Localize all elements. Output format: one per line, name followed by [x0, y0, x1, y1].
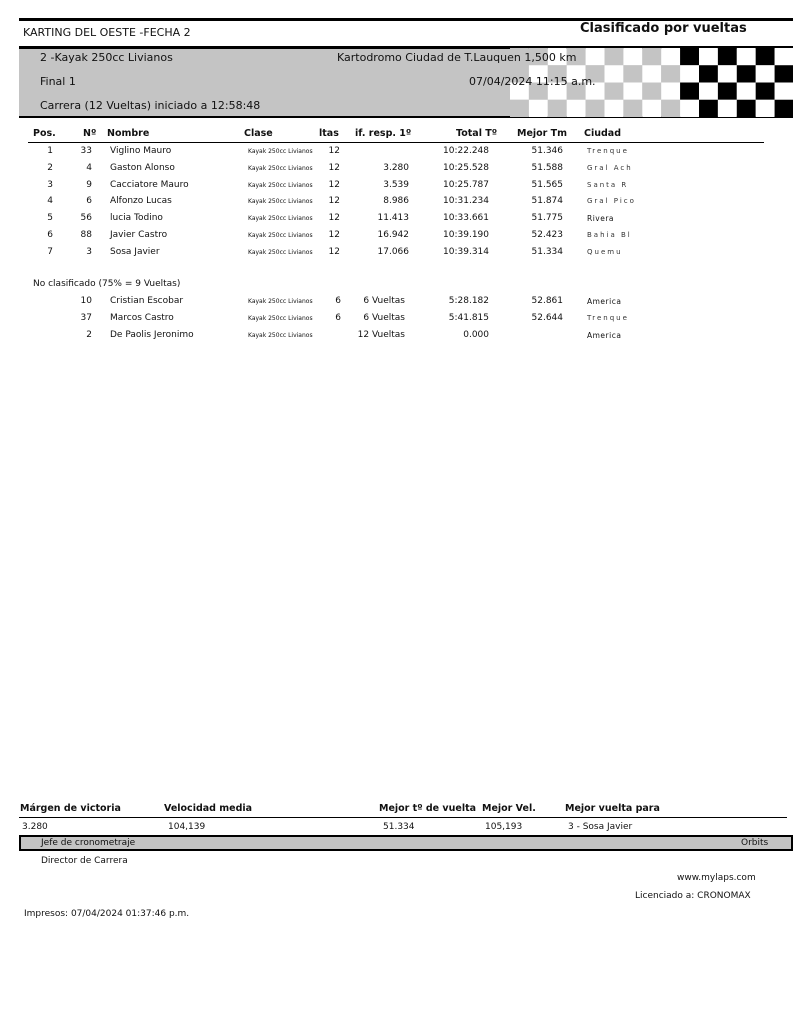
col-laps: ltas — [319, 128, 339, 139]
col-name: Nombre — [107, 128, 150, 139]
row-total: 5:28.182 — [448, 296, 489, 306]
row-laps: 12 — [328, 213, 340, 224]
row-diff: 3.539 — [383, 179, 409, 190]
row-total: 10:39.314 — [443, 246, 489, 257]
row-city: Bahia Bl — [587, 231, 632, 239]
row-city: Gral Pico — [587, 197, 636, 206]
row-num: 4 — [86, 162, 92, 173]
speed-value: 104,139 — [168, 822, 206, 832]
session-datetime: 07/04/2024 11:15 a.m. — [469, 75, 596, 88]
event-title: KARTING DEL OESTE -FECHA 2 — [23, 26, 191, 39]
row-pos: 7 — [47, 246, 53, 257]
col-city: Ciudad — [584, 128, 622, 139]
row-diff: 17.066 — [377, 246, 409, 257]
row-name: Cristian Escobar — [110, 296, 184, 306]
row-total: 0.000 — [463, 329, 489, 340]
row-best: 51.346 — [531, 146, 563, 156]
row-pos: 5 — [47, 213, 53, 224]
row-diff: 12 Vueltas — [357, 329, 405, 340]
row-name: Sosa Javier — [110, 246, 160, 257]
row-name: Gaston Alonso — [110, 162, 175, 173]
row-class: Kayak 250cc Livianos — [248, 232, 313, 239]
category-label: 2 -Kayak 250cc Livianos — [40, 51, 173, 64]
best-lap-for-value: 3 - Sosa Javier — [568, 822, 633, 832]
row-class: Kayak 250cc Livianos — [248, 215, 313, 223]
race-info-label: Carrera (12 Vueltas) iniciado a 12:58:48 — [40, 99, 261, 112]
row-laps: 12 — [328, 162, 340, 173]
best-lap-value: 51.334 — [383, 822, 415, 832]
row-best: 51.775 — [531, 213, 563, 224]
row-laps: 12 — [328, 196, 340, 207]
row-best: 51.334 — [531, 246, 563, 257]
orbits-brand: Orbits — [741, 838, 769, 848]
row-best: 51.565 — [531, 179, 563, 190]
row-laps: 6 — [335, 312, 341, 323]
row-laps: 6 — [335, 296, 341, 306]
row-name: Cacciatore Mauro — [110, 179, 189, 190]
col-total: Total Tº — [456, 128, 498, 139]
row-city: Trenque — [587, 313, 629, 322]
row-num: 10 — [80, 296, 92, 306]
row-best: 51.588 — [531, 162, 563, 173]
row-diff: 3.280 — [383, 162, 409, 173]
row-num: 56 — [80, 213, 92, 224]
row-best: 51.874 — [531, 196, 563, 207]
row-pos: 6 — [47, 230, 53, 240]
not-classified-title: No clasificado (75% = 9 Vueltas) — [33, 279, 181, 289]
best-lap-label: Mejor tº de vuelta — [379, 803, 477, 814]
row-best: 52.644 — [531, 312, 563, 323]
row-name: De Paolis Jeronimo — [110, 329, 194, 340]
col-num: Nº — [83, 128, 97, 139]
row-total: 10:39.190 — [443, 230, 489, 240]
row-laps: 12 — [328, 146, 340, 156]
row-class: Kayak 250cc Livianos — [248, 164, 313, 172]
row-class: Kayak 250cc Livianos — [248, 314, 313, 322]
row-total: 10:25.787 — [443, 179, 489, 190]
row-num: 2 — [86, 329, 92, 340]
best-speed-value: 105,193 — [485, 822, 523, 832]
row-class: Kayak 250cc Livianos — [248, 298, 313, 305]
row-city: Quemu — [587, 247, 623, 256]
row-laps: 12 — [328, 230, 340, 240]
col-pos: Pos. — [33, 128, 56, 139]
row-class: Kayak 250cc Livianos — [248, 148, 313, 155]
row-total: 10:31.234 — [443, 196, 489, 207]
col-class: Clase — [244, 128, 273, 139]
margin-label: Márgen de victoria — [20, 803, 121, 814]
col-best: Mejor Tm — [517, 128, 568, 139]
row-num: 6 — [86, 196, 92, 207]
row-name: Alfonzo Lucas — [110, 196, 172, 207]
row-num: 33 — [80, 146, 92, 156]
row-name: lucia Todino — [110, 213, 163, 224]
row-diff: 11.413 — [377, 213, 409, 224]
row-name: Javier Castro — [110, 230, 168, 240]
row-diff: 6 Vueltas — [363, 296, 405, 306]
col-diff: if. resp. 1º — [355, 128, 412, 139]
printed-timestamp: Impresos: 07/04/2024 01:37:46 p.m. — [24, 909, 190, 919]
row-num: 37 — [80, 312, 92, 323]
summary-rule — [19, 817, 787, 818]
row-laps: 12 — [328, 246, 340, 257]
row-class: Kayak 250cc Livianos — [248, 248, 313, 256]
row-num: 9 — [86, 179, 92, 190]
row-city: America — [587, 297, 622, 306]
row-class: Kayak 250cc Livianos — [248, 181, 313, 189]
timekeeper-label: Jefe de cronometraje — [41, 838, 136, 848]
report-type-title: Clasificado por vueltas — [580, 21, 747, 36]
row-diff: 16.942 — [377, 230, 409, 240]
row-pos: 1 — [47, 146, 53, 156]
margin-value: 3.280 — [22, 822, 48, 832]
best-lap-for-label: Mejor vuelta para — [565, 803, 660, 814]
row-name: Viglino Mauro — [110, 146, 172, 156]
director-label: Director de Carrera — [41, 856, 128, 866]
row-num: 3 — [86, 246, 92, 257]
row-city: Rivera — [587, 214, 615, 224]
row-city: America — [587, 330, 622, 340]
row-total: 5:41.815 — [448, 312, 489, 323]
row-class: Kayak 250cc Livianos — [248, 331, 313, 339]
row-pos: 3 — [47, 179, 53, 190]
row-total: 10:22.248 — [443, 146, 489, 156]
row-pos: 2 — [47, 162, 53, 173]
row-city: Santa R — [587, 180, 629, 189]
header-rule — [28, 142, 764, 143]
row-total: 10:25.528 — [443, 162, 489, 173]
speed-label: Velocidad media — [164, 803, 253, 814]
best-speed-label: Mejor Vel. — [482, 803, 536, 814]
row-diff: 8.986 — [383, 196, 409, 207]
row-name: Marcos Castro — [110, 312, 174, 323]
row-laps: 12 — [328, 179, 340, 190]
row-num: 88 — [80, 230, 92, 240]
row-best: 52.861 — [531, 296, 563, 306]
row-class: Kayak 250cc Livianos — [248, 198, 313, 206]
session-label: Final 1 — [40, 75, 76, 88]
track-label: Kartodromo Ciudad de T.Lauquen 1,500 km — [337, 51, 577, 64]
row-pos: 4 — [47, 196, 53, 207]
row-total: 10:33.661 — [443, 213, 489, 224]
row-city: Trenque — [587, 147, 629, 155]
license-label: Licenciado a: CRONOMAX — [635, 891, 751, 901]
row-city: Gral Ach — [587, 163, 633, 172]
row-diff: 6 Vueltas — [363, 312, 405, 323]
website-link[interactable]: www.mylaps.com — [677, 873, 756, 883]
row-best: 52.423 — [531, 230, 563, 240]
